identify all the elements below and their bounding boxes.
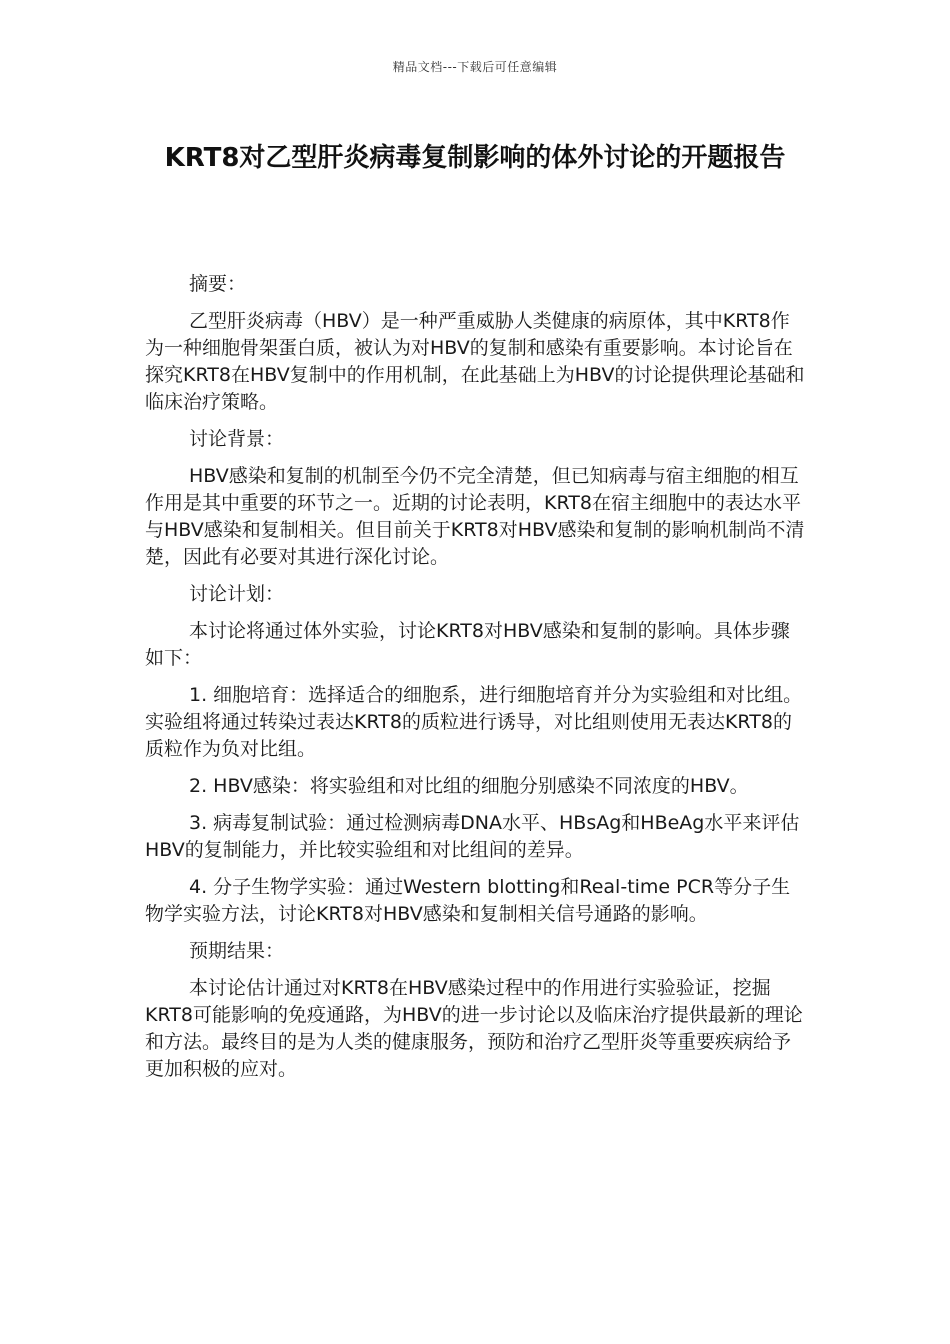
plan-step-2: 2. HBV感染：将实验组和对比组的细胞分别感染不同浓度的HBV。: [189, 775, 749, 797]
section-heading-abstract: 摘要：: [189, 273, 247, 295]
abstract-paragraph: 乙型肝炎病毒（HBV）是一种严重威胁人类健康的病原体，其中KRT8作为一种细胞骨架蛋白质，被认为对HBV的复制和感染有重要影响。本讨论旨在探究KRT8在HBV复制中的作用机制，在此基础上为HBV的讨论提供理论基础和临床治疗策略。: [145, 310, 805, 413]
plan-step-4: 4. 分子生物学实验：通过Western blotting和Real-time PCR等分子生物学实验方法，讨论KRT8对HBV感染和复制相关信号通路的影响。: [145, 876, 791, 925]
section-heading-expected-results: 预期结果：: [189, 940, 285, 962]
plan-intro-paragraph: 本讨论将通过体外实验，讨论KRT8对HBV感染和复制的影响。具体步骤如下：: [145, 620, 790, 669]
document-body: [145, 271, 807, 1093]
background-paragraph: HBV感染和复制的机制至今仍不完全清楚，但已知病毒与宿主细胞的相互作用是其中重要的环节之一。近期的讨论表明，KRT8在宿主细胞中的表达水平与HBV感染和复制相关。但目前关于KRT8对HBV感染和复制的影响机制尚不清楚，因此有必要对其进行深化讨论。: [145, 465, 805, 568]
plan-step-3: 3. 病毒复制试验：通过检测病毒DNA水平、HBsAg和HBeAg水平来评估HBV的复制能力，并比较实验组和对比组间的差异。: [145, 812, 800, 861]
page-header: 精品文档---下载后可任意编辑: [392, 60, 558, 74]
section-heading-background: 讨论背景：: [189, 428, 285, 450]
section-heading-plan: 讨论计划：: [189, 583, 285, 605]
document-title: KRT8对乙型肝炎病毒复制影响的体外讨论的开题报告: [164, 143, 786, 173]
expected-results-paragraph: 本讨论估计通过对KRT8在HBV感染过程中的作用进行实验验证，挖掘KRT8可能影响的免疫通路，为HBV的进一步讨论以及临床治疗提供最新的理论和方法。最终目的是为人类的健康服务，预防和治疗乙型肝炎等重要疾病给予更加积极的应对。: [145, 977, 803, 1080]
plan-step-1: 1. 细胞培育：选择适合的细胞系，进行细胞培育并分为实验组和对比组。实验组将通过转染过表达KRT8的质粒进行诱导，对比组则使用无表达KRT8的质粒作为负对比组。: [145, 684, 803, 760]
